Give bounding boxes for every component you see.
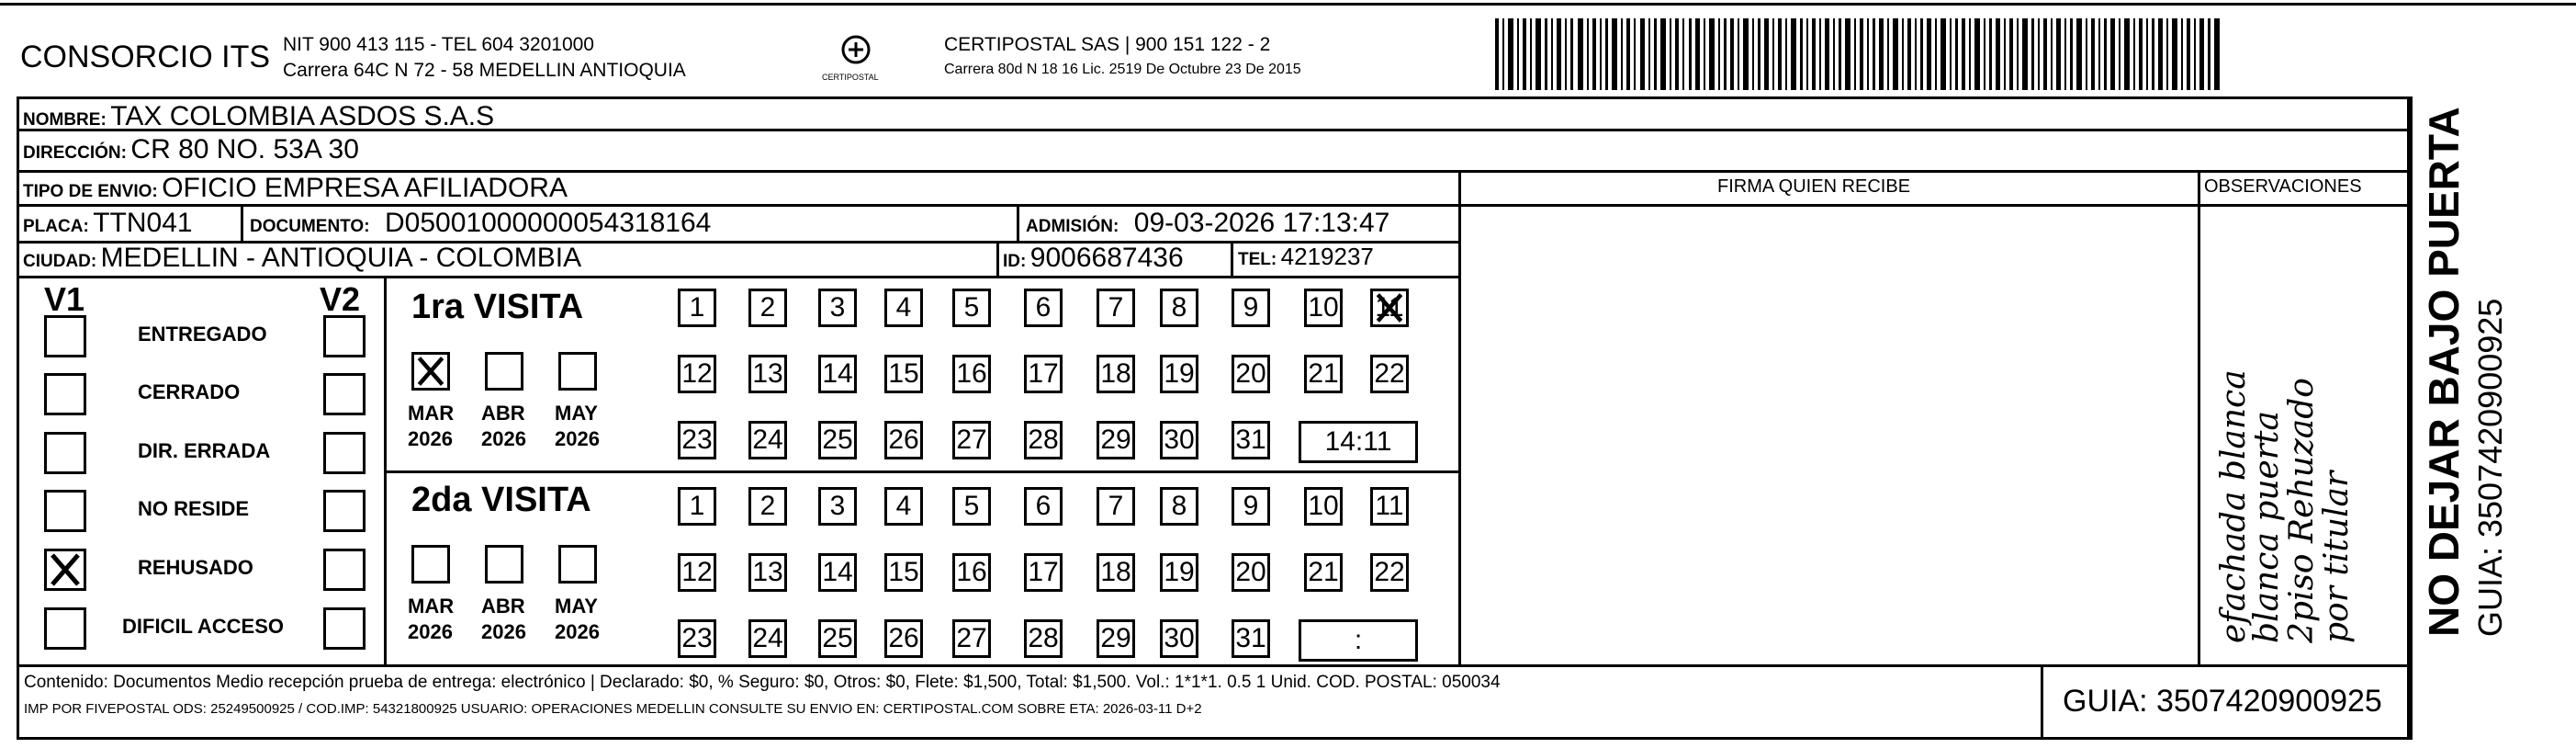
day-checkbox[interactable]: 12 [678, 553, 716, 592]
day-checkbox[interactable]: 6 [1024, 289, 1063, 327]
tel-field: TEL: 4219237 [1238, 243, 1374, 270]
observaciones-handwriting [2215, 211, 2356, 643]
first-visit-title: 1ra VISITA [411, 288, 584, 326]
admision-field: ADMISIÓN: 09-03-2026 17:13:47 [1026, 208, 1390, 238]
day-checkbox[interactable]: 30 [1160, 421, 1198, 459]
year-label: 2026 [555, 620, 600, 643]
day-checkbox[interactable]: 9 [1232, 487, 1270, 526]
day-checkbox[interactable]: 23 [678, 619, 716, 658]
tipo-envio-field: TIPO DE ENVIO: OFICIO EMPRESA AFILIADORA [23, 173, 568, 203]
day-checkbox[interactable]: 14 [818, 553, 857, 592]
day-checkbox[interactable]: 8 [1160, 487, 1198, 526]
month-checkbox[interactable] [558, 545, 597, 584]
status-label: DIR. ERRADA [138, 439, 271, 462]
day-checkbox[interactable]: 2 [748, 487, 787, 526]
obs-line-2: blanca puerta [2248, 411, 2286, 643]
day-checkbox[interactable]: 9 [1232, 289, 1270, 327]
v1-checkbox[interactable] [44, 490, 86, 532]
footer-guia: GUIA: 3507420900925 [2063, 684, 2382, 719]
month-checkbox[interactable] [411, 545, 450, 584]
id-field: ID: 9006687436 [1003, 243, 1184, 273]
status-label: CERRADO [138, 380, 241, 403]
second-visit-title: 2da VISITA [411, 481, 591, 519]
status-label: REHUSADO [138, 556, 253, 579]
year-label: 2026 [481, 620, 526, 643]
nombre-field: NOMBRE: TAX COLOMBIA ASDOS S.A.S [23, 101, 495, 131]
v1-checkbox[interactable] [44, 373, 86, 415]
side-line1: NO DEJAR BAJO PUERTA [2420, 107, 2468, 637]
day-checkbox[interactable]: 12 [678, 355, 716, 393]
year-label: 2026 [555, 427, 600, 450]
day-checkbox[interactable]: 21 [1304, 553, 1343, 592]
year-label: 2026 [408, 620, 453, 643]
day-checkbox[interactable]: 2 [748, 289, 787, 327]
v1-checkbox[interactable] [44, 549, 86, 591]
year-label: 2026 [481, 427, 526, 450]
company-line2: Carrera 64C N 72 - 58 MEDELLIN ANTIOQUIA [283, 60, 686, 81]
day-checkbox[interactable]: 18 [1097, 553, 1135, 592]
day-checkbox[interactable]: 3 [818, 487, 857, 526]
day-checkbox[interactable]: 4 [884, 289, 923, 327]
day-checkbox[interactable]: 25 [818, 421, 857, 459]
day-checkbox[interactable]: 3 [818, 289, 857, 327]
day-checkbox[interactable]: 17 [1024, 553, 1063, 592]
day-checkbox[interactable]: 17 [1024, 355, 1063, 393]
month-label: MAY [555, 595, 598, 618]
v1-label: V1 [44, 280, 85, 318]
month-checkbox[interactable] [558, 352, 597, 391]
side-line2: GUIA: 3507420900925 [2471, 298, 2509, 637]
day-checkbox[interactable]: 5 [952, 487, 991, 526]
carrier-line2: Carrera 80d N 18 16 Lic. 2519 De Octubre 23 De 2015 [944, 62, 1301, 77]
day-checkbox[interactable]: 15 [884, 355, 923, 393]
day-checkbox[interactable]: 16 [952, 355, 991, 393]
month-checkbox[interactable] [485, 352, 523, 391]
day-checkbox[interactable]: 29 [1097, 619, 1135, 658]
day-checkbox[interactable]: 30 [1160, 619, 1198, 658]
footer-line1: Contenido: Documentos Medio recepción prueba de entrega: electrónico | Declarado: $0, % Seguro: $0, Otros: $0, Flete: $1,500, Total: $1,500. Vol.: 1*1*1. 0.5 1 Unid. COD. POSTAL: 050034 [24, 673, 1501, 692]
side-notice [2420, 85, 2551, 637]
month-label: MAY [555, 402, 598, 425]
day-checkbox[interactable]: 13 [748, 355, 787, 393]
day-checkbox[interactable]: 1 [678, 289, 716, 327]
v1-checkbox[interactable] [44, 607, 86, 650]
carrier-line1: CERTIPOSTAL SAS | 900 151 122 - 2 [944, 34, 1271, 55]
v2-checkbox[interactable] [323, 549, 366, 591]
day-checkbox[interactable]: 25 [818, 619, 857, 658]
direccion-field: DIRECCIÓN: CR 80 NO. 53A 30 [23, 134, 359, 164]
v2-checkbox[interactable] [323, 373, 366, 415]
placa-field: PLACA: TTN041 [23, 208, 193, 238]
day-checkbox[interactable]: 10 [1304, 289, 1343, 327]
obs-line-4: por titular [2318, 470, 2356, 643]
month-label: ABR [481, 595, 525, 618]
v2-label: V2 [320, 280, 361, 318]
month-label: MAR [408, 595, 455, 618]
obs-line-3: 2piso Rehuzado [2283, 378, 2321, 643]
company-line1: NIT 900 413 115 - TEL 604 3201000 [283, 34, 594, 55]
day-checkbox[interactable]: 7 [1097, 289, 1135, 327]
day-checkbox[interactable]: 26 [884, 619, 923, 658]
v2-checkbox[interactable] [323, 607, 366, 650]
status-label: ENTREGADO [138, 323, 267, 346]
day-checkbox[interactable]: 6 [1024, 487, 1063, 526]
day-checkbox[interactable]: 10 [1304, 487, 1343, 526]
day-checkbox[interactable]: 23 [678, 421, 716, 459]
day-checkbox[interactable]: 21 [1304, 355, 1343, 393]
day-checkbox[interactable]: 7 [1097, 487, 1135, 526]
day-checkbox[interactable]: 14 [818, 355, 857, 393]
v2-checkbox[interactable] [323, 315, 366, 357]
day-checkbox[interactable]: 24 [748, 421, 787, 459]
status-label: DIFICIL ACCESO [122, 615, 285, 638]
certipostal-logo-icon [838, 33, 874, 70]
documento-field: DOCUMENTO: D05001000000054318164 [250, 208, 712, 238]
v2-checkbox[interactable] [323, 490, 366, 532]
month-checkbox[interactable] [411, 352, 450, 391]
day-checkbox[interactable]: 19 [1160, 355, 1198, 393]
status-label: NO RESIDE [138, 497, 250, 520]
day-checkbox[interactable]: 8 [1160, 289, 1198, 327]
day-checkbox[interactable]: 1 [678, 487, 716, 526]
day-checkbox[interactable]: 11 [1370, 289, 1409, 327]
barcode [1495, 0, 2222, 92]
obs-line-1: efachada blanca [2215, 369, 2253, 643]
day-checkbox[interactable]: 13 [748, 553, 787, 592]
v1-checkbox[interactable] [44, 432, 86, 474]
time-field[interactable]: 14:11 [1299, 421, 1418, 463]
day-checkbox[interactable]: 22 [1370, 355, 1409, 393]
day-checkbox[interactable]: 29 [1097, 421, 1135, 459]
month-label: MAR [408, 402, 455, 425]
time-field[interactable]: : [1299, 619, 1418, 662]
company-name: CONSORCIO ITS [20, 40, 271, 74]
logo-text: CERTIPOSTAL [822, 73, 879, 82]
observaciones-header: OBSERVACIONES [2204, 176, 2362, 197]
day-checkbox[interactable]: 22 [1370, 553, 1409, 592]
footer-line2: IMP POR FIVEPOSTAL ODS: 25249500925 / COD.IMP: 54321800925 USUARIO: OPERACIONES MEDELLIN CONSULTE SU ENVIO EN: CERTIPOSTAL.COM SOBRE ETA: 2026-03-11 D+2 [24, 701, 1202, 717]
day-checkbox[interactable]: 4 [884, 487, 923, 526]
day-checkbox[interactable]: 5 [952, 289, 991, 327]
month-label: ABR [481, 402, 525, 425]
ciudad-field: CIUDAD: MEDELLIN - ANTIOQUIA - COLOMBIA [23, 243, 582, 273]
month-checkbox[interactable] [485, 545, 523, 584]
day-checkbox[interactable]: 27 [952, 421, 991, 459]
day-checkbox[interactable]: 31 [1232, 619, 1270, 658]
day-checkbox[interactable]: 26 [884, 421, 923, 459]
day-checkbox[interactable]: 20 [1232, 553, 1270, 592]
day-checkbox[interactable]: 28 [1024, 619, 1063, 658]
day-checkbox[interactable]: 28 [1024, 421, 1063, 459]
firma-header: FIRMA QUIEN RECIBE [1717, 176, 1911, 197]
v1-checkbox[interactable] [44, 315, 86, 357]
day-checkbox[interactable]: 31 [1232, 421, 1270, 459]
day-checkbox[interactable]: 18 [1097, 355, 1135, 393]
year-label: 2026 [408, 427, 453, 450]
day-checkbox[interactable]: 16 [952, 553, 991, 592]
day-checkbox[interactable]: 24 [748, 619, 787, 658]
day-checkbox[interactable]: 11 [1370, 487, 1409, 526]
v2-checkbox[interactable] [323, 432, 366, 474]
day-checkbox[interactable]: 15 [884, 553, 923, 592]
day-checkbox[interactable]: 27 [952, 619, 991, 658]
frame-divider [2410, 96, 2413, 740]
day-checkbox[interactable]: 20 [1232, 355, 1270, 393]
day-checkbox[interactable]: 19 [1160, 553, 1198, 592]
